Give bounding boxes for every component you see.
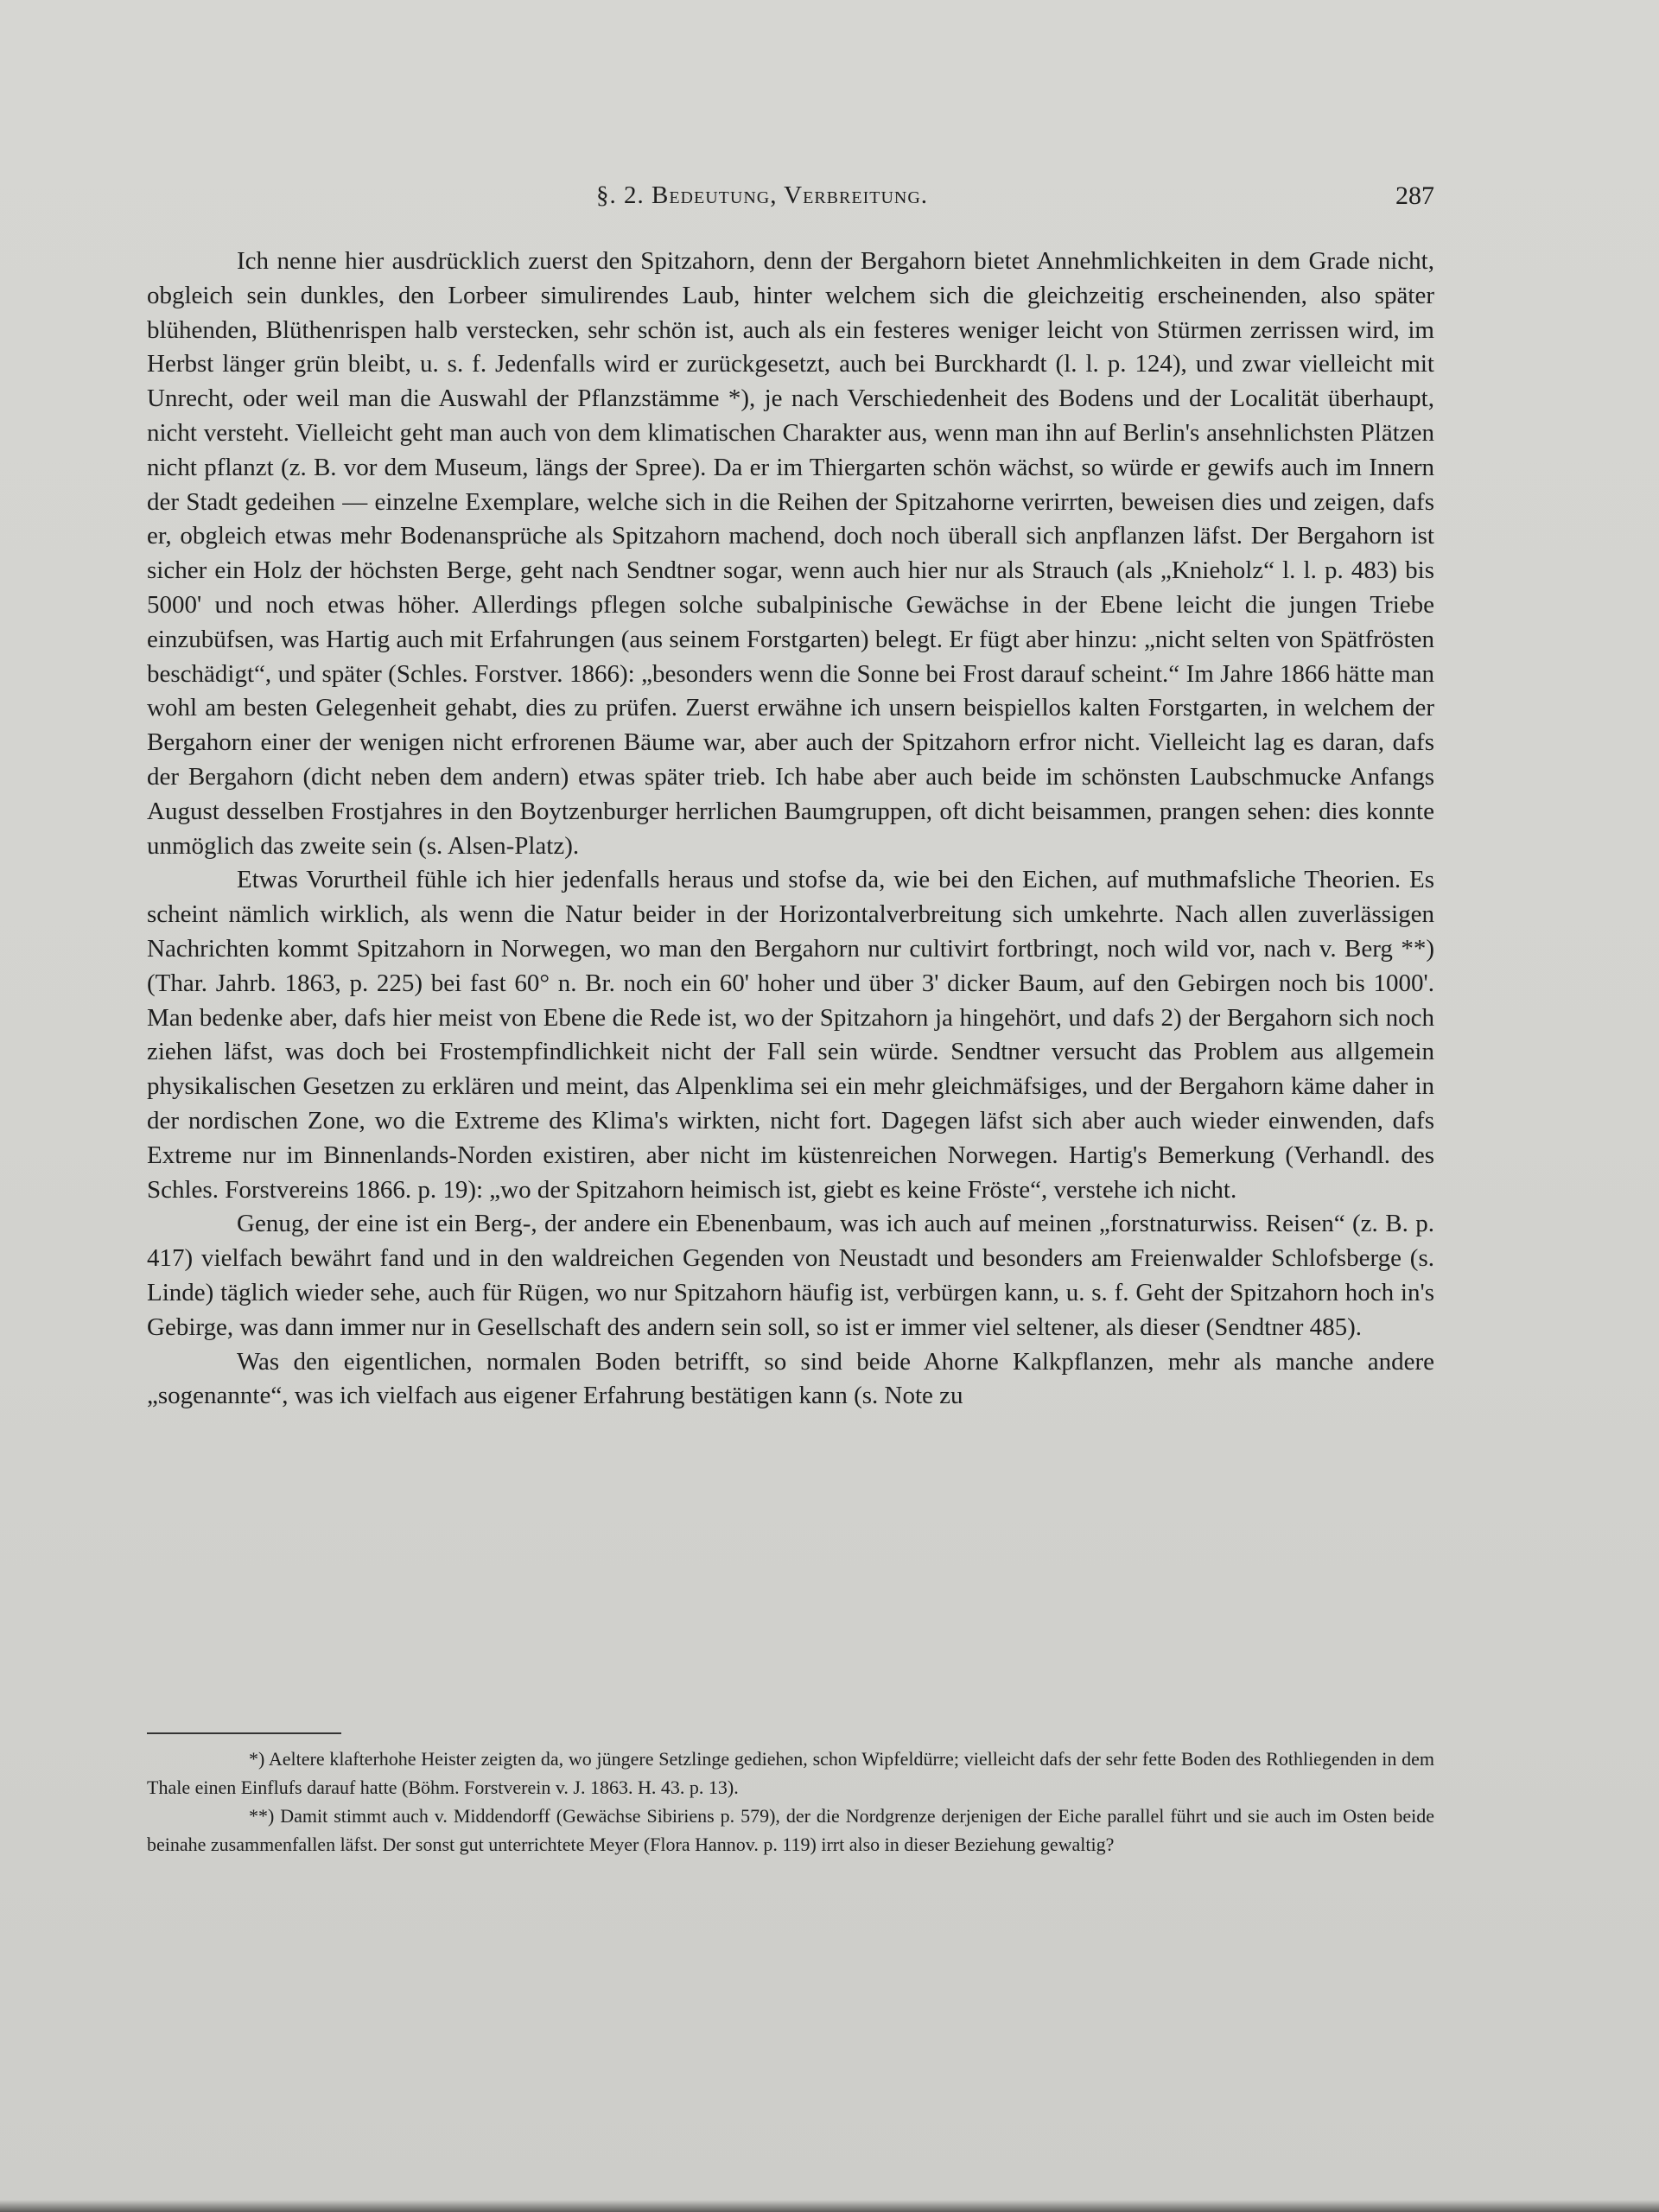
- scan-edge-shadow: [0, 2200, 1659, 2212]
- paragraph: Genug, der eine ist ein Berg-, der andere ein Ebenenbaum, was ich auch auf meinen „forstnaturwiss. Reisen“ (z. B. p. 417) vielfach bewährt fand und in den waldreichen Gegenden von Neustadt und besonders am Freienwalder Schlofsberge (s. Linde) täglich wieder sehe, auch für Rügen, wo nur Spitzahorn häufig ist, verbürgen kann, u. s. f. Geht der Spitzahorn hoch in's Gebirge, was dann immer nur in Gesellschaft des andern sein soll, so ist er immer viel seltener, als dieser (Sendtner 485).: [147, 1210, 1434, 1341]
- main-text: [147, 245, 1434, 1414]
- paragraph: Ich nenne hier ausdrücklich zuerst den Spitzahorn, denn der Bergahorn bietet Annehmlichkeiten in dem Grade nicht, obgleich sein dunkles, den Lorbeer simulirendes Laub, hinter welchem sich die gleichzeitig erscheinenden, also später blühenden, Blüthenrispen halb verstecken, sehr schön ist, auch als ein festeres weniger leicht von Stürmen zerrissen wird, im Herbst länger grün bleibt, u. s. f. Jedenfalls wird er zurückgesetzt, auch bei Burckhardt (l. l. p. 124), und zwar vielleicht mit Unrecht, oder weil man die Auswahl der Pflanzstämme *), je nach Verschiedenheit des Bodens und der Localität überhaupt, nicht versteht. Vielleicht geht man auch von dem klimatischen Charakter aus, wenn man ihn auf Berlin's ansehnlichsten Plätzen nicht pflanzt (z. B. vor dem Museum, längs der Spree). Da er im Thiergarten schön wächst, so würde er gewifs auch im Innern der Stadt gedeihen — einzelne Exemplare, welche sich in die Reihen der Spitzahorne verirrten, beweisen dies und zeigen, dafs er, obgleich etwas mehr Bodenansprüche als Spitzahorn machend, doch noch überall sich anpflanzen läfst. Der Bergahorn ist sicher ein Holz der höchsten Berge, geht nach Sendtner sogar, wenn auch hier nur als Strauch (als „Knieholz“ l. l. p. 483) bis 5000' und noch etwas höher. Allerdings pflegen solche subalpinische Gewächse in der Ebene leicht die jungen Triebe einzubüfsen, was Hartig auch mit Erfahrungen (aus seinem Forstgarten) belegt. Er fügt aber hinzu: „nicht selten von Spätfrösten beschädigt“, und später (Schles. Forstver. 1866): „besonders wenn die Sonne bei Frost darauf scheint.“ Im Jahre 1866 hätte man wohl am besten Gelegenheit gehabt, dies zu prüfen. Zuerst erwähne ich unsern beispiellos kalten Forstgarten, in welchem der Bergahorn einer der wenigen nicht erfrorenen Bäume war, aber auch der Spitzahorn erfror nicht. Vielleicht lag es daran, dafs der Bergahorn (dicht neben dem andern) etwas später trieb. Ich habe aber auch beide im schönsten Laubschmucke Anfangs August desselben Frostjahres in den Boytzenburger herrlichen Baumgruppen, oft dicht beisammen, prangen sehen: dies konnte unmöglich das zweite sein (s. Alsen-Platz).: [147, 247, 1434, 860]
- footnote: *) Aeltere klafterhohe Heister zeigten da, wo jüngere Setzlinge gediehen, schon Wipfeldürre; vielleicht dafs der sehr fette Boden des Rothliegenden in dem Thale einen Einflufs darauf hatte (Böhm. Forstverein v. J. 1863. H. 43. p. 13).: [147, 1748, 1434, 1798]
- footnotes: [147, 1732, 1434, 1859]
- section-title: §. 2. Bedeutung, Verbreitung.: [596, 181, 929, 209]
- page-number: 287: [1395, 181, 1434, 210]
- footnote: **) Damit stimmt auch v. Middendorff (Gewächse Sibiriens p. 579), der die Nordgrenze derjenigen der Eiche parallel führt und sie auch im Osten beide beinahe zusammenfallen läfst. Der sonst gut unterrichtete Meyer (Flora Hannov. p. 119) irrt also in dieser Beziehung gewaltig?: [147, 1805, 1434, 1855]
- paragraph: Etwas Vorurtheil fühle ich hier jedenfalls heraus und stofse da, wie bei den Eichen, auf muthmafsliche Theorien. Es scheint nämlich wirklich, als wenn die Natur beider in der Horizontalverbreitung sich umkehrte. Nach allen zuverlässigen Nachrichten kommt Spitzahorn in Norwegen, wo man den Bergahorn nur cultivirt fortbringt, noch wild vor, nach v. Berg **) (Thar. Jahrb. 1863, p. 225) bei fast 60° n. Br. noch ein 60' hoher und über 3' dicker Baum, auf den Gebirgen noch bis 1000'. Man bedenke aber, dafs hier meist von Ebene die Rede ist, wo der Spitzahorn ja hingehört, und dafs 2) der Bergahorn sich noch ziehen läfst, was doch bei Frostempfindlichkeit nicht der Fall sein würde. Sendtner versucht das Problem aus allgemein physikalischen Gesetzen zu erklären und meint, das Alpenklima sei ein mehr gleichmäfsiges, und der Bergahorn käme daher in der nordischen Zone, wo die Extreme des Klima's wirkten, nicht fort. Dagegen läfst sich aber auch wieder einwenden, dafs Extreme nur im Binnenlands-Norden existiren, aber nicht im küstenreichen Norwegen. Hartig's Bemerkung (Verhandl. des Schles. Forstvereins 1866. p. 19): „wo der Spitzahorn heimisch ist, giebt es keine Fröste“, verstehe ich nicht.: [147, 866, 1434, 1204]
- paragraph: Was den eigentlichen, normalen Boden betrifft, so sind beide Ahorne Kalkpflanzen, mehr als manche andere „sogenannte“, was ich vielfach aus eigener Erfahrung bestätigen kann (s. Note zu: [147, 1347, 1434, 1410]
- footnote-rule: [147, 1732, 341, 1734]
- running-header: [147, 181, 1434, 216]
